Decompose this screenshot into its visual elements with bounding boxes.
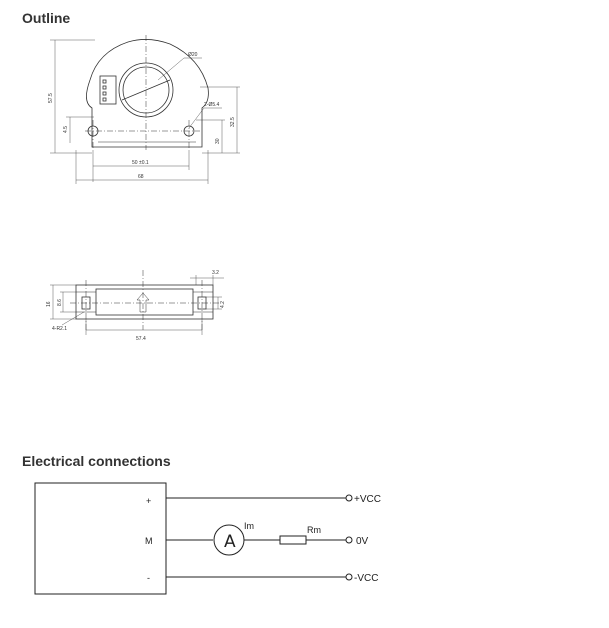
dim-side-height: 16	[46, 301, 52, 307]
leader-side-radius	[62, 312, 84, 325]
leader-aperture	[158, 58, 184, 80]
dim-hole-diameter: Ø20	[188, 52, 198, 58]
electrical-diagram	[35, 483, 352, 594]
connector-pin	[103, 86, 106, 89]
dim-side-right: 4.2	[220, 301, 226, 308]
connector-pin	[103, 92, 106, 95]
terminal-zero-label: 0V	[356, 536, 369, 547]
dim-side-radius: 4-R2.1	[52, 326, 68, 332]
connector-pin	[103, 98, 106, 101]
dim-side-slot: 3.2	[212, 270, 219, 276]
electrical-heading: Electrical connections	[22, 453, 171, 469]
dim-mount-holes: 2-Ø5.4	[204, 102, 220, 108]
dim-hole-spacing: 50 ±0.1	[132, 160, 149, 166]
dim-width-total: 68	[138, 174, 144, 180]
terminal-vcc-neg	[346, 574, 352, 580]
dim-height-upper: 32.5	[230, 117, 236, 127]
connector-pin	[103, 80, 106, 83]
outline-heading: Outline	[22, 10, 71, 26]
pin-m-label: M	[145, 536, 153, 546]
dim-side-width: 57.4	[136, 336, 146, 342]
resistor	[280, 536, 306, 544]
pin-minus-label: -	[147, 573, 150, 583]
terminal-vcc-neg-label: -VCC	[354, 573, 379, 584]
side-body-inner	[96, 289, 193, 315]
ammeter-label: Im	[244, 521, 254, 531]
dim-side-inner: 8.6	[57, 299, 63, 306]
dim-height-total: 57.5	[48, 93, 54, 103]
ammeter-symbol: A	[224, 532, 236, 552]
terminal-vcc-pos-label: +VCC	[354, 494, 381, 505]
pin-plus-label: +	[146, 496, 152, 506]
terminal-zero	[346, 537, 352, 543]
connector-box	[100, 76, 116, 104]
resistor-label: Rm	[307, 525, 321, 535]
dim-left-offset: 4.5	[63, 126, 69, 133]
side-view	[50, 270, 224, 335]
terminal-vcc-pos	[346, 495, 352, 501]
side-body-outer	[76, 285, 213, 319]
dim-height-lower: 30	[215, 138, 221, 144]
